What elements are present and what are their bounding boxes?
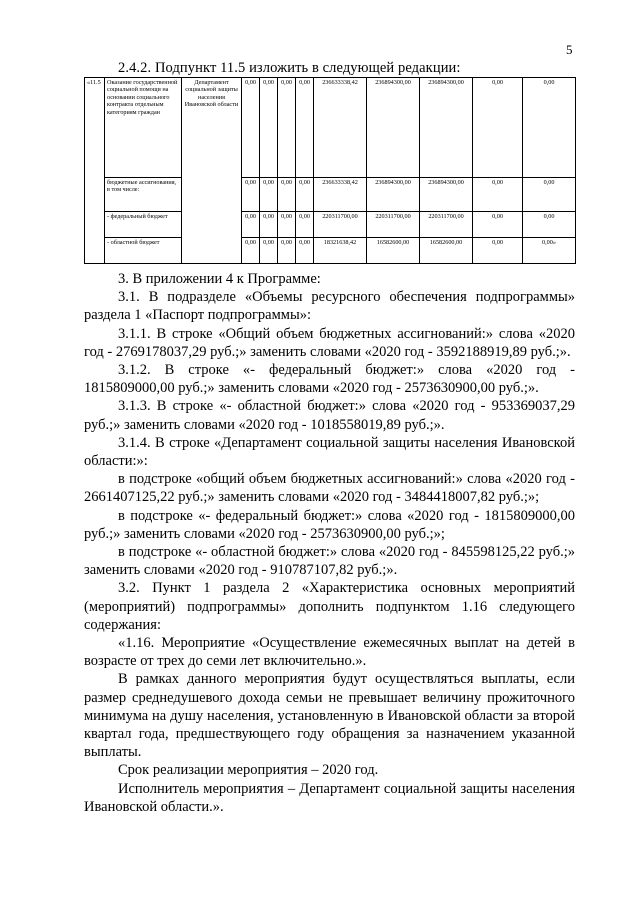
paragraph: в подстроке «- областной бюджет:» слова «2020 год - 845598125,22 руб.;» заменить словами «2020 год - 910787107,82 руб.;». [84, 544, 575, 579]
page-number: 5 [566, 42, 573, 57]
program-table [84, 77, 576, 264]
value-cell: 16582600,00 [367, 238, 420, 264]
value-cell: 236894300,00 [367, 78, 420, 178]
value-cell: 220311700,00 [420, 212, 473, 238]
table-row [85, 78, 576, 178]
value-cell: 0,00 [260, 238, 278, 264]
paragraph: «1.16. Мероприятие «Осуществление ежемесячных выплат на детей в возрасте от трех до семи лет включительно.». [84, 635, 575, 670]
value-cell: 0,00 [242, 238, 260, 264]
paragraph: 3.1.3. В строке «- областной бюджет:» слова «2020 год - 953369037,29 руб.;» заменить словами «2020 год - 1018558019,89 руб.;». [84, 398, 575, 433]
paragraph: 3.1.4. В строке «Департамент социальной защиты населения Ивановской области:»: [84, 434, 575, 470]
value-cell: 236633338,42 [314, 178, 367, 212]
value-cell: 0,00 [523, 178, 576, 212]
executor-cell: Департамент социальной защиты населения Ивановской области [182, 78, 242, 264]
value-cell: 0,00 [242, 78, 260, 178]
value-cell: 0,00 [473, 78, 523, 178]
value-cell: 18321638,42 [314, 238, 367, 264]
table-row [85, 178, 576, 212]
row-label-cell: бюджетные ассигнования, в том числе: [105, 178, 182, 212]
value-cell: 236633338,42 [314, 78, 367, 178]
paragraph: Срок реализации мероприятия – 2020 год. [118, 762, 379, 779]
section-heading: 2.4.2. Подпункт 11.5 изложить в следующей редакции: [118, 60, 461, 76]
paragraph: Исполнитель мероприятия – Департамент социальной защиты населения Ивановской области.». [84, 780, 575, 815]
value-cell: 0,00 [296, 178, 314, 212]
table-row [85, 212, 576, 238]
value-cell: 220311700,00 [314, 212, 367, 238]
row-label-cell: - областной бюджет [105, 238, 182, 264]
value-cell: 0,00 [278, 238, 296, 264]
table-row [85, 238, 576, 264]
paragraph: В рамках данного мероприятия будут осуществляться выплаты, если размер среднедушевого дохода семьи не превышает величину прожиточного минимума на душу населения, установленную в Ивановской области за второй квартал года, предшествующего году обращения за назначением указанной выплаты. [84, 671, 575, 761]
value-cell: 0,00 [260, 78, 278, 178]
value-cell: 0,00 [296, 212, 314, 238]
row-label-cell: - федеральный бюджет [105, 212, 182, 238]
paragraph: 3. В приложении 4 к Программе: [118, 271, 321, 287]
value-cell: 236894300,00 [367, 178, 420, 212]
paragraph: 3.2. Пункт 1 раздела 2 «Характеристика основных мероприятий (мероприятий) подпрограммы» дополнить подпунктом 1.16 следующего содержания: [84, 580, 575, 633]
row-number-cell: «11.5 [85, 78, 105, 264]
paragraph: 3.1.2. В строке «- федеральный бюджет:» слова «2020 год - 1815809000,00 руб.;» заменить словами «2020 год - 2573630900,00 руб.;». [84, 362, 575, 397]
paragraph: 3.1.1. В строке «Общий объем бюджетных ассигнований:» слова «2020 год - 2769178037,29 руб.;» заменить словами «2020 год - 3592188919,89 руб.;». [84, 325, 575, 360]
value-cell: 0,00 [523, 78, 576, 178]
value-cell: 0,00 [260, 178, 278, 212]
value-cell: 16582600,00 [420, 238, 473, 264]
paragraph: в подстроке «- федеральный бюджет:» слова «2020 год - 1815809000,00 руб.;» заменить словами «2020 год - 2573630900,00 руб.;»; [84, 507, 575, 542]
value-cell: 0,00 [296, 238, 314, 264]
paragraph: 3.1. В подразделе «Объемы ресурсного обеспечения подпрограммы» раздела 1 «Паспорт подпрограммы»: [84, 289, 575, 324]
value-cell: 0,00 [242, 212, 260, 238]
paragraph: в подстроке «общий объем бюджетных ассигнований:» слова «2020 год - 2661407125,22 руб.;» заменить словами «2020 год - 3484418007,82 руб.;»; [84, 471, 575, 506]
value-cell: 0,00 [242, 178, 260, 212]
measure-cell: Оказание государственной социальной помощи на основании социального контракта отдельным категориям граждан [105, 78, 182, 178]
value-cell: 0,00 [523, 212, 576, 238]
value-cell: 0,00 [473, 178, 523, 212]
value-cell: 236894300,00 [420, 178, 473, 212]
value-cell: 0,00 [473, 212, 523, 238]
value-cell: 0,00» [523, 238, 576, 264]
value-cell: 0,00 [296, 78, 314, 178]
value-cell: 0,00 [278, 212, 296, 238]
value-cell: 0,00 [278, 78, 296, 178]
value-cell: 220311700,00 [367, 212, 420, 238]
value-cell: 236894300,00 [420, 78, 473, 178]
value-cell: 0,00 [473, 238, 523, 264]
document-body [84, 270, 575, 816]
value-cell: 0,00 [260, 212, 278, 238]
value-cell: 0,00 [278, 178, 296, 212]
